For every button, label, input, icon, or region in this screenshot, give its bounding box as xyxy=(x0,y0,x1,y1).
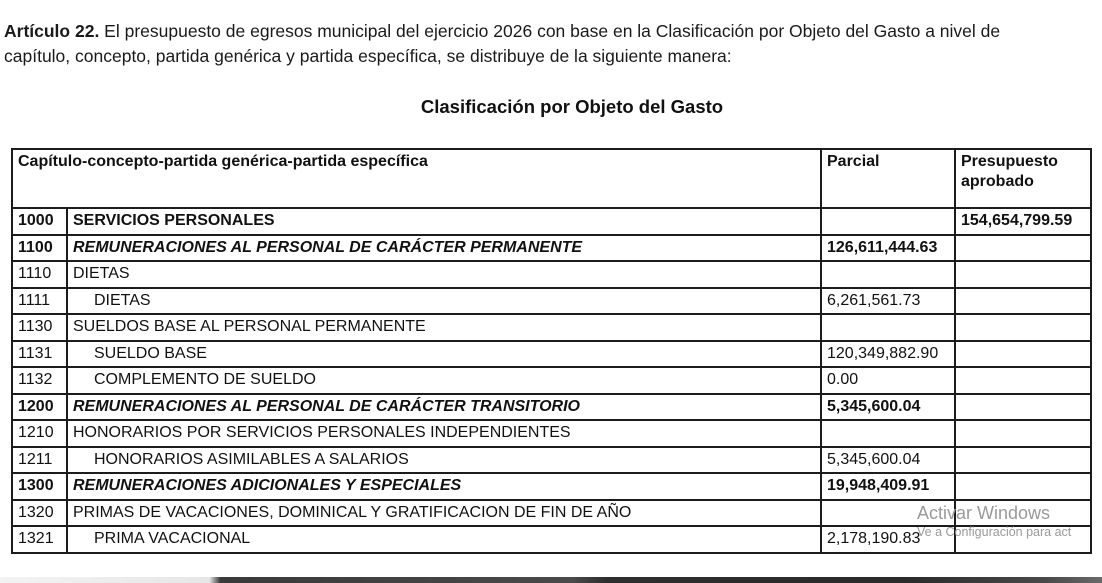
watermark-title: Activar Windows xyxy=(917,503,1051,523)
row-presupuesto xyxy=(955,314,1091,341)
windows-activation-watermark xyxy=(917,502,1071,540)
row-description: HONORARIOS ASIMILABLES A SALARIOS xyxy=(67,447,821,474)
row-presupuesto xyxy=(955,473,1091,500)
table-row xyxy=(12,235,1091,262)
row-parcial: 0.00 xyxy=(821,367,955,394)
row-code: 1100 xyxy=(12,235,67,262)
row-parcial: 5,345,600.04 xyxy=(821,447,955,474)
row-parcial xyxy=(821,261,955,288)
table-row xyxy=(12,261,1091,288)
taskbar-edge xyxy=(0,577,1102,583)
row-parcial xyxy=(821,314,955,341)
table-row xyxy=(12,367,1091,394)
row-description: REMUNERACIONES AL PERSONAL DE CARÁCTER TRANSITORIO xyxy=(67,394,821,421)
row-description: SERVICIOS PERSONALES xyxy=(67,208,821,235)
row-code: 1321 xyxy=(12,526,67,553)
table-header-row xyxy=(12,149,1091,208)
row-description: HONORARIOS POR SERVICIOS PERSONALES INDEPENDIENTES xyxy=(67,420,821,447)
row-presupuesto xyxy=(955,367,1091,394)
row-parcial: 2,178,190.83 xyxy=(821,526,955,553)
row-description: PRIMA VACACIONAL xyxy=(67,526,821,553)
article-text: El presupuesto de egresos municipal del ejercicio 2026 con base en la Clasificación por Objeto del Gasto a nivel de xyxy=(99,21,1001,41)
header-parcial: Parcial xyxy=(821,149,955,208)
row-code: 1111 xyxy=(12,288,67,315)
table-row xyxy=(12,394,1091,421)
table-row xyxy=(12,208,1091,235)
table-row xyxy=(12,288,1091,315)
row-presupuesto xyxy=(955,261,1091,288)
row-parcial: 6,261,561.73 xyxy=(821,288,955,315)
row-description: SUELDOS BASE AL PERSONAL PERMANENTE xyxy=(67,314,821,341)
row-code: 1132 xyxy=(12,367,67,394)
budget-table xyxy=(11,148,1092,554)
table-row xyxy=(12,447,1091,474)
row-presupuesto xyxy=(955,341,1091,368)
row-code: 1131 xyxy=(12,341,67,368)
article-label: Artículo 22. xyxy=(4,21,100,41)
row-presupuesto xyxy=(955,420,1091,447)
table-row xyxy=(12,473,1091,500)
row-presupuesto: 154,654,799.59 xyxy=(955,208,1091,235)
row-description: COMPLEMENTO DE SUELDO xyxy=(67,367,821,394)
row-parcial xyxy=(821,208,955,235)
table-row xyxy=(12,420,1091,447)
table-row xyxy=(12,341,1091,368)
row-parcial: 5,345,600.04 xyxy=(821,394,955,421)
row-code: 1320 xyxy=(12,500,67,527)
row-description: SUELDO BASE xyxy=(67,341,821,368)
row-code: 1300 xyxy=(12,473,67,500)
table-body xyxy=(12,208,1091,553)
row-code: 1210 xyxy=(12,420,67,447)
article-line-2: capítulo, concepto, partida genérica y partida específica, se distribuye de la siguiente manera: xyxy=(4,46,732,66)
article-line-1 xyxy=(4,19,1102,44)
row-code: 1211 xyxy=(12,447,67,474)
row-parcial: 19,948,409.91 xyxy=(821,473,955,500)
row-description: DIETAS xyxy=(67,261,821,288)
row-parcial: 120,349,882.90 xyxy=(821,341,955,368)
row-presupuesto xyxy=(955,288,1091,315)
header-presupuesto: Presupuesto aprobado xyxy=(955,149,1091,208)
row-code: 1110 xyxy=(12,261,67,288)
row-code: 1000 xyxy=(12,208,67,235)
row-presupuesto xyxy=(955,235,1091,262)
watermark-subtitle: Ve a Configuración para act xyxy=(917,525,1072,539)
table-row xyxy=(12,314,1091,341)
row-parcial xyxy=(821,420,955,447)
row-code: 1130 xyxy=(12,314,67,341)
row-description: DIETAS xyxy=(67,288,821,315)
section-title: Clasificación por Objeto del Gasto xyxy=(420,96,724,117)
row-description: REMUNERACIONES ADICIONALES Y ESPECIALES xyxy=(67,473,821,500)
article-paragraph xyxy=(4,19,1102,69)
row-description: PRIMAS DE VACACIONES, DOMINICAL Y GRATIFICACION DE FIN DE AÑO xyxy=(67,500,821,527)
row-parcial: 126,611,444.63 xyxy=(821,235,955,262)
row-code: 1200 xyxy=(12,394,67,421)
row-presupuesto xyxy=(955,394,1091,421)
row-description: REMUNERACIONES AL PERSONAL DE CARÁCTER PERMANENTE xyxy=(67,235,821,262)
row-presupuesto xyxy=(955,447,1091,474)
header-classification: Capítulo-concepto-partida genérica-partida específica xyxy=(12,149,821,208)
